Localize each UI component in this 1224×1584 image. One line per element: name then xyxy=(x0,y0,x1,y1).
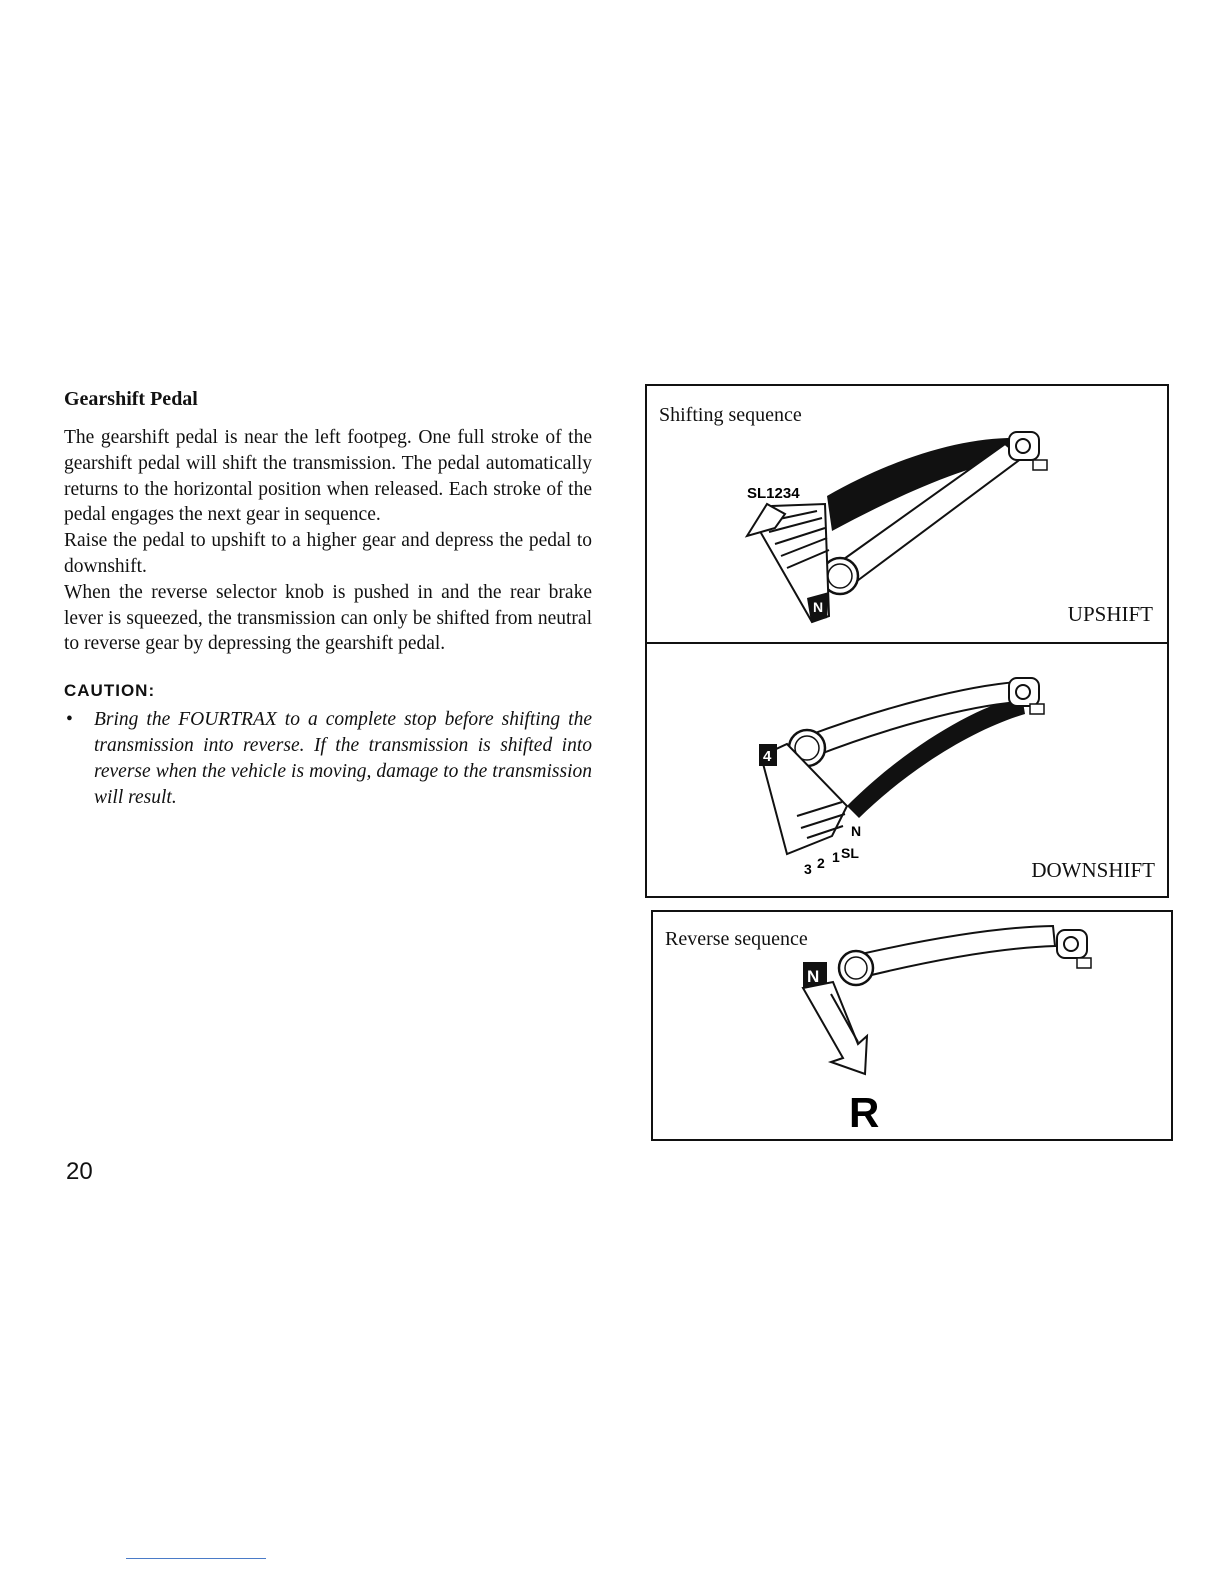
caution-text: Bring the FOURTRAX to a complete stop before shifting the transmission into reverse. If the transmission is shifted into reverse when the vehicle is moving, damage to the transmission will result. xyxy=(94,709,592,808)
paragraph-upshift-downshift: Raise the pedal to upshift to a higher gear and depress the pedal to downshift. xyxy=(64,530,592,577)
bottom-rule xyxy=(126,1558,266,1559)
reverse-sequence-caption: Reverse sequence xyxy=(665,928,808,950)
downshift-gear-2-label: 2 xyxy=(817,855,825,871)
gearshift-diagram xyxy=(647,386,1167,896)
upshift-neutral-label: N xyxy=(813,599,824,615)
shifting-sequence-figure xyxy=(645,384,1169,898)
upshift-pedal-drawing xyxy=(747,432,1047,622)
paragraph-pedal-description: The gearshift pedal is near the left footpeg. One full stroke of the gearshift pedal will shift the transmission. The pedal automatically returns to the horizontal position when released. Each stroke of the pedal engages the next gear in sequence. xyxy=(64,427,592,526)
downshift-gear-3-label: 3 xyxy=(804,861,812,877)
downshift-top-gear-label: 4 xyxy=(763,748,772,765)
downshift-label: DOWNSHIFT xyxy=(1031,858,1155,882)
upshift-label: UPSHIFT xyxy=(1067,602,1153,626)
caution-title: CAUTION: xyxy=(64,681,156,701)
section-title: Gearshift Pedal xyxy=(64,388,198,410)
shifting-sequence-caption: Shifting sequence xyxy=(659,404,802,426)
figure-divider xyxy=(647,642,1167,644)
caution-bullet xyxy=(64,707,592,810)
reverse-pedal-drawing xyxy=(803,926,1091,1074)
page-number: 20 xyxy=(66,1158,93,1185)
upshift-gear-sequence-label: SL1234 xyxy=(747,485,800,502)
downshift-pedal-drawing xyxy=(759,678,1044,854)
downshift-sl-label: SL xyxy=(841,845,859,861)
reverse-neutral-label: N xyxy=(807,967,820,986)
text-column xyxy=(64,388,592,810)
downshift-neutral-label: N xyxy=(851,823,862,839)
bullet-icon: • xyxy=(66,709,73,731)
reverse-sequence-figure xyxy=(651,910,1173,1141)
paragraph-reverse-selector: When the reverse selector knob is pushed in and the rear brake lever is squeezed, the transmission can only be shifted from neutral to reverse gear by depressing the gearshift pedal. xyxy=(64,581,592,655)
downshift-gear-1-label: 1 xyxy=(832,849,840,865)
reverse-gear-label: R xyxy=(849,1089,880,1136)
